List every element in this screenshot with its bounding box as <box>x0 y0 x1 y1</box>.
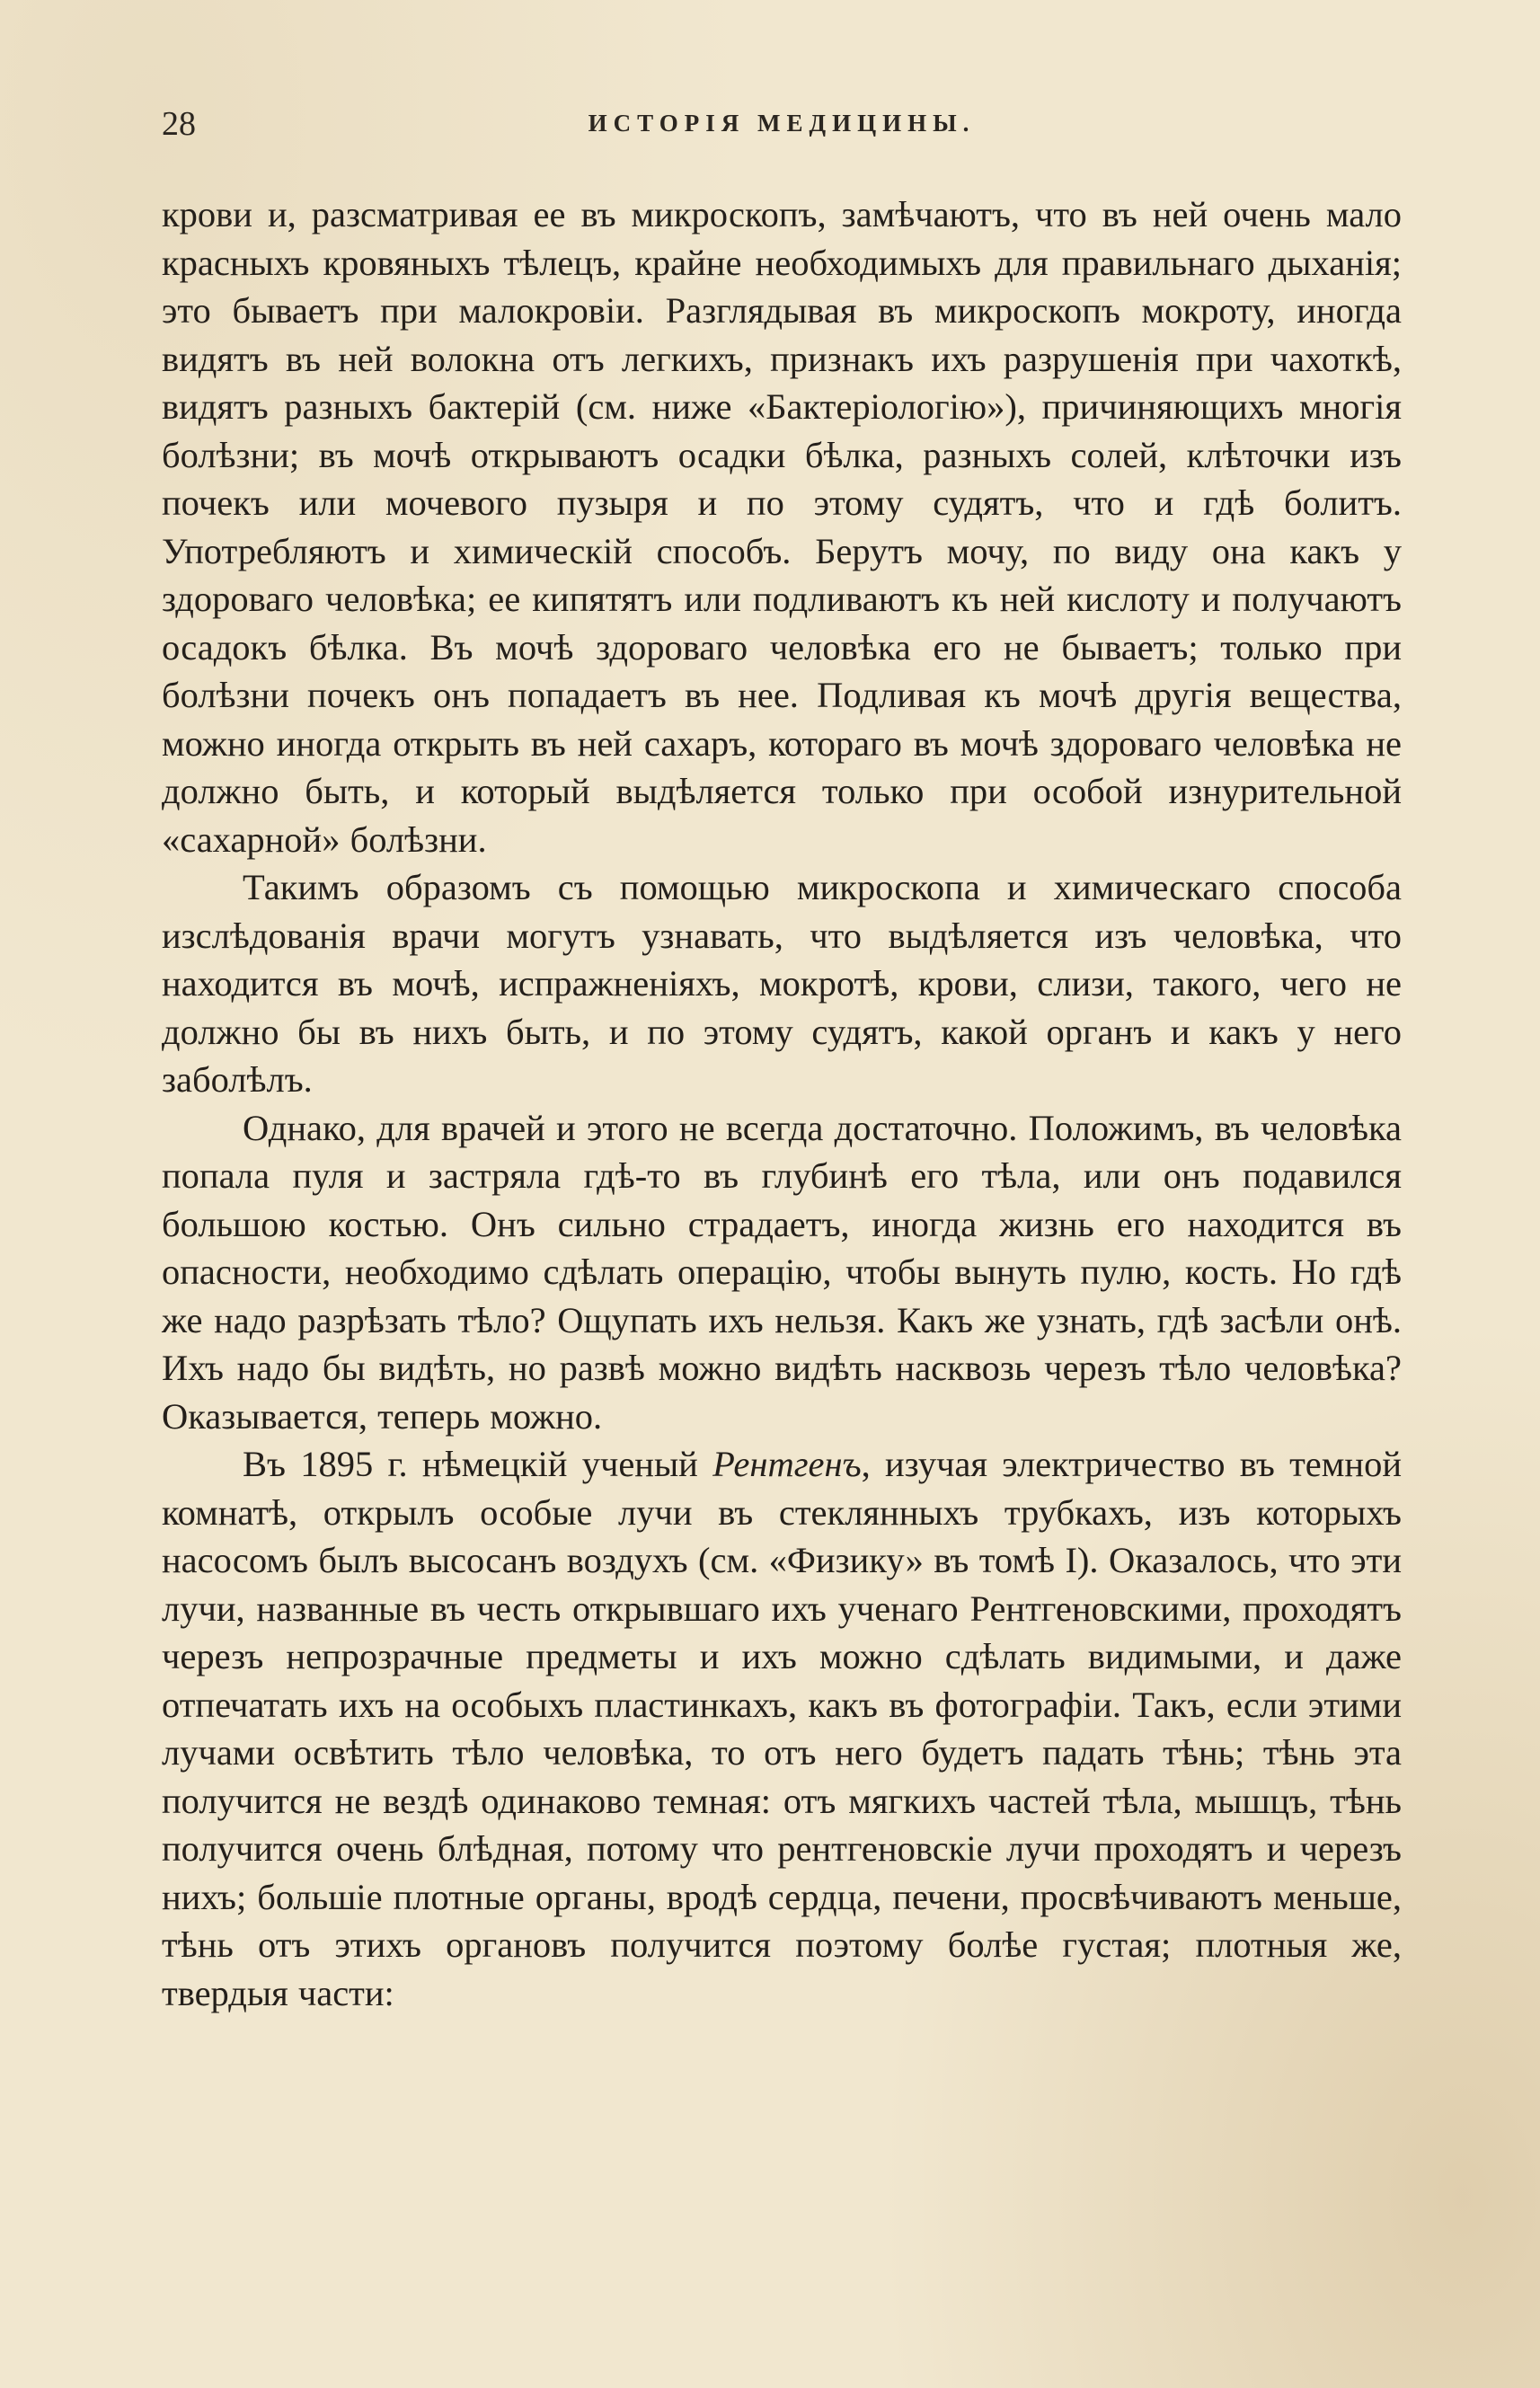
paragraph-1: крови и, разсматривая ее въ микроскопъ, замѣчаютъ, что въ ней очень мало красныхъ кровяныхъ тѣлецъ, крайне необходимыхъ для правильнаго дыханія; это бываетъ при малокровіи. Разглядывая въ микроскопъ мокроту, иногда видятъ въ ней волокна отъ легкихъ, признакъ ихъ разрушенія при чахоткѣ, видятъ разныхъ бактерій (см. ниже «Бактеріологію»), причиняющихъ многія болѣзни; въ мочѣ открываютъ осадки бѣлка, разныхъ солей, клѣточки изъ почекъ или мочевого пузыря и по этому судятъ, что и гдѣ болитъ. Употребляютъ и химическій способъ. Берутъ мочу, по виду она какъ у здороваго человѣка; ее кипятятъ или подливаютъ къ ней кислоту и получаютъ осадокъ бѣлка. Въ мочѣ здороваго человѣка его не бываетъ; только при болѣзни почекъ онъ попадаетъ въ нее. Подливая къ мочѣ другія вещества, можно иногда открыть въ ней сахаръ, котораго въ мочѣ здороваго человѣка не должно быть, и который выдѣляется только при особой изнурительной «сахарной» болѣзни. <box>162 194 1402 860</box>
running-title: ИСТОРІЯ МЕДИЦИНЫ. <box>588 110 976 137</box>
page-header <box>162 104 1402 149</box>
paragraph-4-start: Въ 1895 г. нѣмецкій ученый <box>243 1444 713 1484</box>
paragraph-2: Такимъ образомъ съ помощью микроскопа и химическаго способа изслѣдованія врачи могутъ узнавать, что выдѣляется изъ человѣка, что находится въ мочѣ, испражненіяхъ, мокротѣ, крови, слизи, такого, чего не должно бы въ нихъ быть, и по этому судятъ, какой органъ и какъ у него заболѣлъ. <box>162 867 1402 1100</box>
paragraph-4-rest: , изучая электричество въ темной комнатѣ, открылъ особые лучи въ стеклянныхъ трубкахъ, изъ которыхъ насосомъ былъ высосанъ воздухъ (см. «Физику» въ томѣ I). Оказалось, что эти лучи, названные въ честь открывшаго ихъ ученаго Рентгеновскими, проходятъ черезъ непрозрачные предметы и ихъ можно сдѣлать видимыми, и даже отпечатать ихъ на особыхъ пластинкахъ, какъ въ фотографіи. Такъ, если этими лучами освѣтить тѣло человѣка, то отъ него будетъ падать тѣнь; тѣнь эта получится не вездѣ одинаково темная: отъ мягкихъ частей тѣла, мышцъ, тѣнь получится очень блѣдная, потому что рентгеновскіе лучи проходятъ и черезъ нихъ; большіе плотные органы, вродѣ сердца, печени, просвѣчиваютъ меньше, тѣнь отъ этихъ органовъ получится поэтому болѣе густая; плотныя же, твердыя части: <box>162 1444 1402 2013</box>
page-number: 28 <box>162 105 196 143</box>
paragraph-4 <box>162 1440 1402 2017</box>
body-text <box>162 190 1402 2017</box>
paragraph-3: Однако, для врачей и этого не всегда достаточно. Положимъ, въ человѣка попала пуля и застряла гдѣ-то въ глубинѣ его тѣла, или онъ подавился большою костью. Онъ сильно страдаетъ, иногда жизнь его находится въ опасности, необходимо сдѣлать операцію, чтобы вынуть пулю, кость. Но гдѣ же надо разрѣзать тѣло? Ощупать ихъ нельзя. Какъ же узнать, гдѣ засѣли онѣ. Ихъ надо бы видѣть, но развѣ можно видѣть насквозь черезъ тѣло человѣка? Оказывается, теперь можно. <box>162 1107 1402 1437</box>
roentgen-name: Рентгенъ <box>712 1444 862 1484</box>
